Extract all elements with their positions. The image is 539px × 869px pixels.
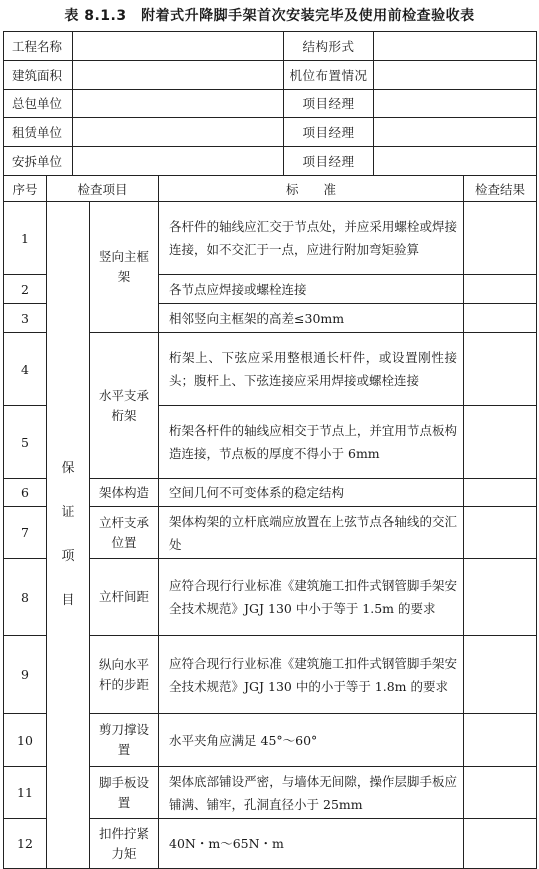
- item-name: 扣件拧紧力矩: [90, 819, 159, 869]
- result-field[interactable]: [464, 507, 537, 559]
- project-manager-label: 项目经理: [284, 118, 374, 147]
- result-field[interactable]: [464, 767, 537, 819]
- building-area-field[interactable]: [73, 60, 284, 89]
- result-field[interactable]: [464, 714, 537, 767]
- row-number: 3: [4, 304, 47, 333]
- item-name: 竖向主框架: [90, 202, 159, 333]
- result-field[interactable]: [464, 559, 537, 636]
- standard-text: 相邻竖向主框架的高差≤30mm: [159, 304, 464, 333]
- header-no: 序号: [4, 176, 47, 202]
- structure-form-label: 结构形式: [284, 32, 374, 61]
- row-number: 1: [4, 202, 47, 275]
- table-row: [4, 202, 537, 275]
- row-number: 2: [4, 275, 47, 304]
- row-number: 7: [4, 507, 47, 559]
- info-row: [4, 60, 537, 89]
- standard-text: 架体底部铺设严密，与墙体无间隙，操作层脚手板应铺满、铺牢，孔洞直径小于 25mm: [159, 767, 464, 819]
- item-name: 架体构造: [90, 479, 159, 507]
- standard-text: 桁架上、下弦应采用整根通长杆件，或设置刚性接头；腹杆上、下弦连接应采用焊接或螺栓连接: [159, 333, 464, 406]
- result-field[interactable]: [464, 479, 537, 507]
- project-name-field[interactable]: [73, 32, 284, 61]
- header-row: [4, 176, 537, 202]
- standard-text: 应符合现行行业标准《建筑施工扣件式钢管脚手架安全技术规范》JGJ 130 中的小于等于 1.8m 的要求: [159, 636, 464, 714]
- machine-layout-field[interactable]: [374, 60, 537, 89]
- standard-text: 水平夹角应满足 45°～60°: [159, 714, 464, 767]
- row-number: 12: [4, 819, 47, 869]
- item-name: 立杆间距: [90, 559, 159, 636]
- item-name: 立杆支承位置: [90, 507, 159, 559]
- project-manager-field[interactable]: [374, 118, 537, 147]
- standard-text: 应符合现行行业标准《建筑施工扣件式钢管脚手架安全技术规范》JGJ 130 中小于等于 1.5m 的要求: [159, 559, 464, 636]
- project-manager-label: 项目经理: [284, 147, 374, 176]
- row-number: 8: [4, 559, 47, 636]
- result-field[interactable]: [464, 202, 537, 275]
- row-number: 10: [4, 714, 47, 767]
- result-field[interactable]: [464, 406, 537, 479]
- info-table: [3, 31, 537, 176]
- machine-layout-label: 机位布置情况: [284, 60, 374, 89]
- result-field[interactable]: [464, 333, 537, 406]
- result-field[interactable]: [464, 304, 537, 333]
- standard-text: 空间几何不可变体系的稳定结构: [159, 479, 464, 507]
- project-manager-field[interactable]: [374, 89, 537, 118]
- standard-text: 各杆件的轴线应汇交于节点处，并应采用螺栓或焊接连接，如不交汇于一点，应进行附加弯矩验算: [159, 202, 464, 275]
- result-field[interactable]: [464, 819, 537, 869]
- item-name: 水平支承桁架: [90, 333, 159, 479]
- item-name: 纵向水平杆的步距: [90, 636, 159, 714]
- info-row: [4, 118, 537, 147]
- standard-text: 架体构架的立杆底端应放置在上弦节点各轴线的交汇处: [159, 507, 464, 559]
- general-contractor-field[interactable]: [73, 89, 284, 118]
- header-item: 检查项目: [47, 176, 159, 202]
- result-field[interactable]: [464, 275, 537, 304]
- project-manager-label: 项目经理: [284, 89, 374, 118]
- item-name: 脚手板设置: [90, 767, 159, 819]
- item-name: 剪刀撑设置: [90, 714, 159, 767]
- project-manager-field[interactable]: [374, 147, 537, 176]
- row-number: 5: [4, 406, 47, 479]
- result-field[interactable]: [464, 636, 537, 714]
- lessor-label: 租赁单位: [4, 118, 73, 147]
- header-standard: 标 准: [159, 176, 464, 202]
- row-number: 6: [4, 479, 47, 507]
- row-number: 11: [4, 767, 47, 819]
- lessor-field[interactable]: [73, 118, 284, 147]
- general-contractor-label: 总包单位: [4, 89, 73, 118]
- row-number: 4: [4, 333, 47, 406]
- info-row: [4, 32, 537, 61]
- standard-text: 40N・m～65N・m: [159, 819, 464, 869]
- table-title: 表 8.1.3 附着式升降脚手架首次安装完毕及使用前检查验收表: [64, 8, 475, 24]
- building-area-label: 建筑面积: [4, 60, 73, 89]
- project-name-label: 工程名称: [4, 32, 73, 61]
- inspection-table: [3, 175, 537, 869]
- info-row: [4, 147, 537, 176]
- standard-text: 桁架各杆件的轴线应相交于节点上，并宜用节点板构造连接，节点板的厚度不得小于 6mm: [159, 406, 464, 479]
- info-row: [4, 89, 537, 118]
- installer-label: 安拆单位: [4, 147, 73, 176]
- row-number: 9: [4, 636, 47, 714]
- category-label: 保证项目: [61, 461, 75, 608]
- structure-form-field[interactable]: [374, 32, 537, 61]
- category-cell: [47, 202, 90, 869]
- header-result: 检查结果: [464, 176, 537, 202]
- standard-text: 各节点应焊接或螺栓连接: [159, 275, 464, 304]
- installer-field[interactable]: [73, 147, 284, 176]
